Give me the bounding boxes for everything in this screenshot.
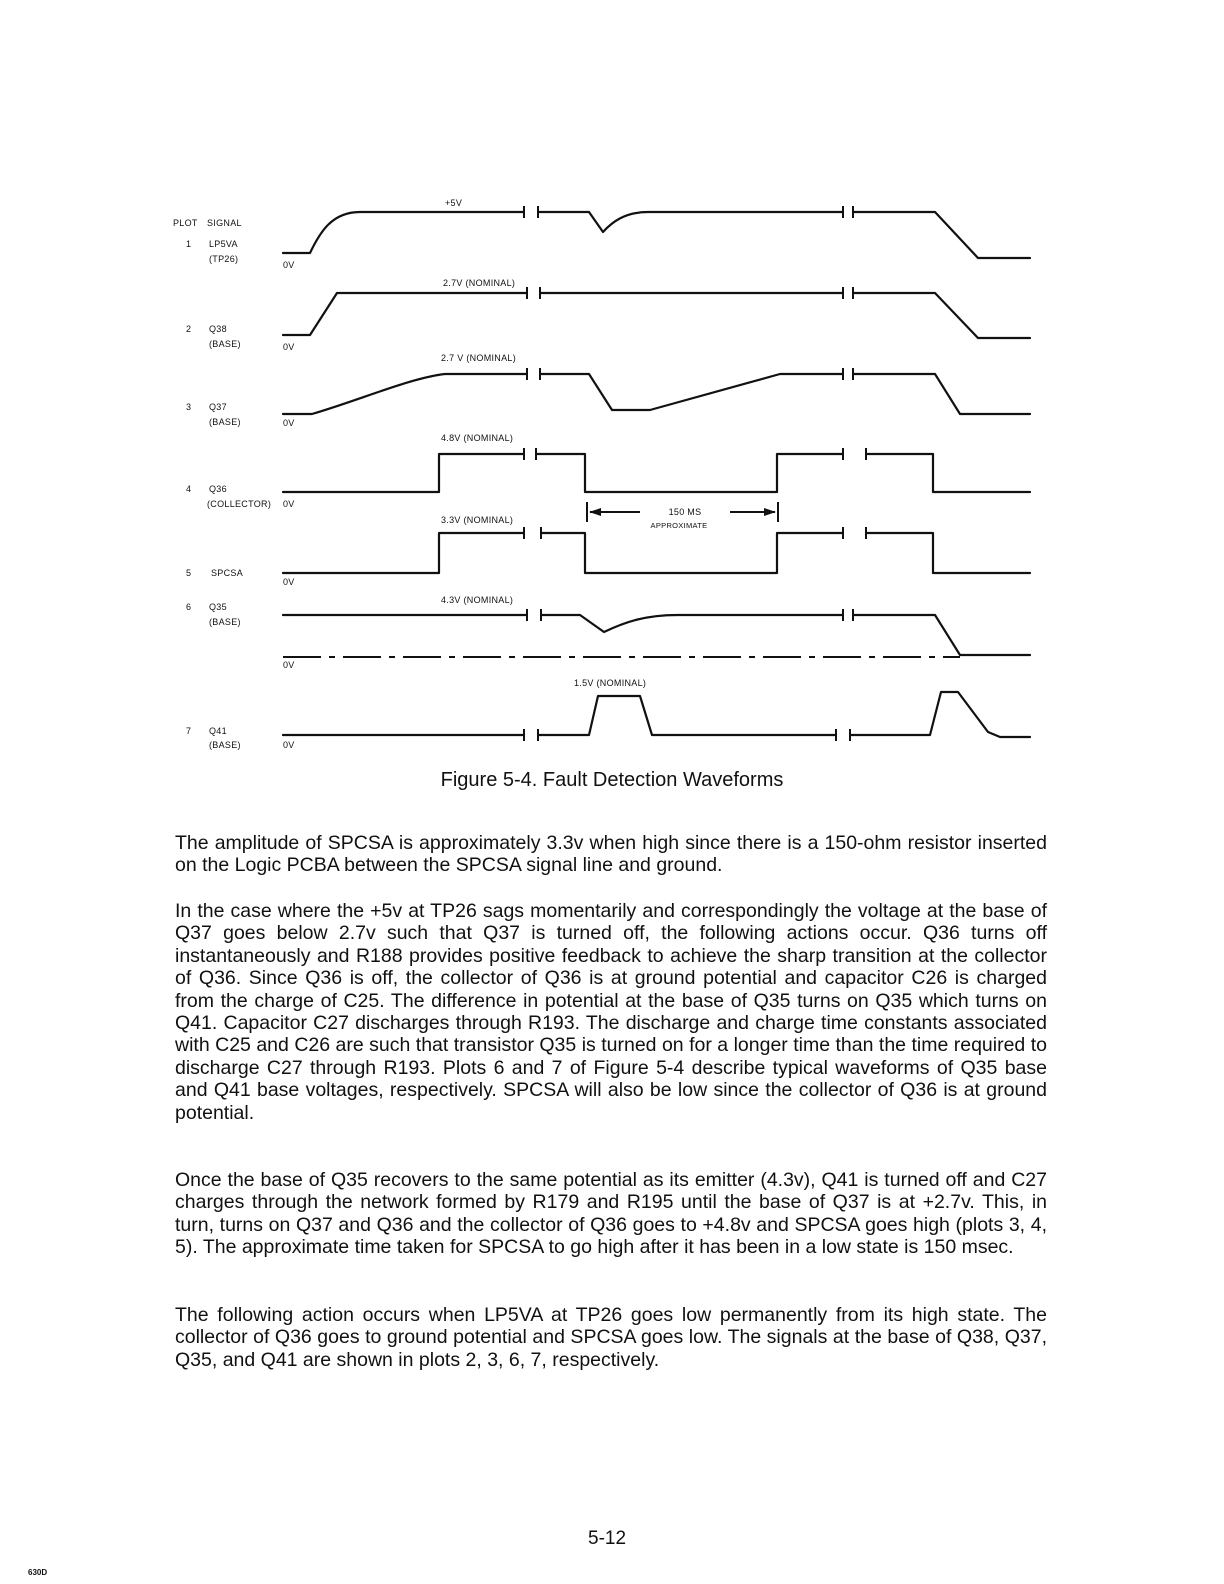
- plot-number: 3: [186, 402, 192, 412]
- waveform-trace: [283, 615, 1030, 655]
- fault-detection-waveform-figure: [0, 0, 1224, 770]
- level-label: 1.5V (NOMINAL): [574, 678, 647, 688]
- plot-number: 4: [186, 484, 192, 494]
- waveform-trace: [283, 293, 1030, 338]
- body-paragraph: The following action occurs when LP5VA at TP26 goes low permanently from its high state. The collector of Q36 goes to ground potential and SPCSA goes low. The signals at the base of Q38, Q37, Q35, and Q41 are shown in plots 2, 3, 6, 7, respectively.: [175, 1304, 1047, 1371]
- zero-volt-label: 0V: [283, 499, 295, 509]
- interval-value: 150 MS: [668, 507, 702, 517]
- zero-volt-label: 0V: [283, 740, 295, 750]
- level-label: 4.3V (NOMINAL): [441, 595, 514, 605]
- header-signal-label: SIGNAL: [207, 218, 242, 228]
- dimension-arrowhead-left: [589, 508, 601, 516]
- level-label: 2.7 V (NOMINAL): [441, 353, 517, 363]
- plot-5: [186, 515, 1030, 587]
- body-paragraph: Once the base of Q35 recovers to the same potential as its emitter (4.3v), Q41 is turned off and C27 charges through the network formed by R179 and R195 until the base of Q37 is at +2.7v. This, in turn, turns on Q37 and Q36 and the collector of Q36 goes to +4.8v and SPCSA goes high (plots 3, 4, 5). The approximate time taken for SPCSA to go high after it has been in a low state is 150 msec.: [175, 1169, 1047, 1259]
- plot-number: 2: [186, 324, 192, 334]
- header-plot-label: PLOT: [173, 218, 198, 228]
- level-label: 2.7V (NOMINAL): [443, 278, 516, 288]
- zero-volt-label: 0V: [283, 577, 295, 587]
- signal-name: Q35: [209, 602, 227, 612]
- level-label: +5V: [445, 198, 463, 208]
- signal-name: LP5VA: [209, 239, 238, 249]
- zero-volt-label: 0V: [283, 660, 295, 670]
- page-number: 5-12: [588, 1528, 627, 1549]
- signal-sublabel: (BASE): [209, 740, 241, 750]
- figure-caption: Figure 5-4. Fault Detection Waveforms: [440, 769, 784, 791]
- plot-number: 1: [186, 239, 192, 249]
- signal-name: Q41: [209, 726, 227, 736]
- zero-volt-label: 0V: [283, 342, 295, 352]
- plot-3: [186, 353, 1030, 428]
- level-label: 4.8V (NOMINAL): [441, 433, 514, 443]
- waveform-trace: [283, 533, 1030, 573]
- body-paragraph: The amplitude of SPCSA is approximately 3.3v when high since there is a 150-ohm resistor inserted on the Logic PCBA between the SPCSA signal line and ground.: [175, 832, 1047, 877]
- waveform-trace: [283, 692, 1030, 737]
- signal-sublabel: (COLLECTOR): [207, 499, 272, 509]
- plot-1: [186, 198, 1030, 270]
- signal-name: Q37: [209, 402, 227, 412]
- signal-sublabel: (BASE): [209, 417, 241, 427]
- signal-name: Q38: [209, 324, 227, 334]
- level-label: 3.3V (NOMINAL): [441, 515, 514, 525]
- zero-volt-label: 0V: [283, 260, 295, 270]
- signal-name: SPCSA: [211, 568, 244, 578]
- plot-number: 7: [186, 726, 192, 736]
- plot-6: [186, 595, 1030, 670]
- body-paragraph: In the case where the +5v at TP26 sags momentarily and correspondingly the voltage at the base of Q37 goes below 2.7v such that Q37 is turned off, the following actions occur. Q36 turns off instantaneously and R188 provides positive feedback to achieve the sharp transition at the collector of Q36. Since Q36 is off, the collector of Q36 is at ground potential and capacitor C26 is charged from the charge of C25. The difference in potential at the base of Q35 turns on Q35 which turns on Q41. Capacitor C27 discharges through R193. The discharge and charge time constants associated with C25 and C26 are such that transistor Q35 is turned on for a longer time than the time required to discharge C27 through R193. Plots 6 and 7 of Figure 5-4 describe typical waveforms of Q35 base and Q41 base voltages, respectively. SPCSA will also be low since the collector of Q36 is at ground potential.: [175, 900, 1047, 1124]
- signal-name: Q36: [209, 484, 227, 494]
- waveform-trace: [283, 374, 1030, 414]
- plot-number: 5: [186, 568, 192, 578]
- signal-sublabel: (BASE): [209, 617, 241, 627]
- waveform-trace: [283, 212, 1030, 258]
- dimension-arrowhead-right: [764, 508, 776, 516]
- plot-number: 6: [186, 602, 192, 612]
- interval-dimension: [587, 502, 778, 530]
- zero-volt-label: 0V: [283, 418, 295, 428]
- plot-2: [186, 278, 1030, 352]
- interval-note: APPROXIMATE: [650, 521, 708, 530]
- document-code: 630D: [28, 1568, 48, 1577]
- signal-sublabel: (BASE): [209, 339, 241, 349]
- signal-sublabel: (TP26): [209, 254, 239, 264]
- plot-7: [186, 678, 1030, 750]
- waveform-trace: [283, 454, 1030, 492]
- plot-4: [186, 433, 1030, 509]
